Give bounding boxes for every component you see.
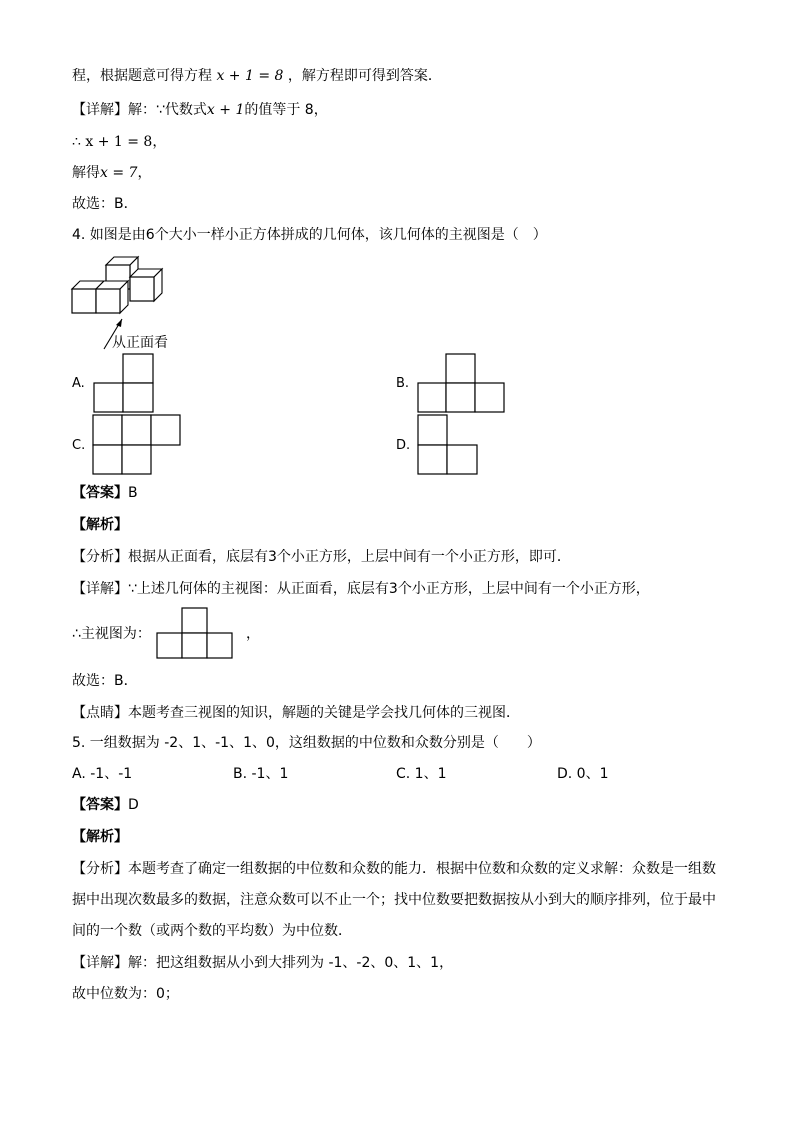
solution-line-4 (72, 164, 151, 182)
option-a-figure (93, 353, 155, 413)
text: ， (137, 165, 152, 181)
q4-xiangjie: 【详解】∵上述几何体的主视图：从正面看，底层有3个小正方形，上层中间有一个小正方形， (72, 581, 650, 597)
main-view-figure (156, 607, 236, 659)
question-5: 5. 一组数据为 -2、1、-1、1、0，这组数据的中位数和众数分别是（ ） (72, 735, 541, 751)
q5-option-c: C. 1、1 (396, 766, 447, 782)
q4-analysis-tag: 【解析】 (72, 517, 128, 533)
q5-median: 故中位数为：0； (72, 986, 179, 1002)
text: 解：∵代数式 (128, 102, 207, 118)
option-c-figure (92, 414, 184, 476)
text: 解得 (72, 165, 100, 181)
q4-answer: 【答案】B (72, 485, 138, 501)
question-4: 4. 如图是由6个大小一样小正方体拼成的几何体，该几何体的主视图是（ ） (72, 227, 547, 243)
equation: x + 1 = 8 (216, 68, 284, 84)
expression: x = 7 (100, 165, 138, 181)
q4-dianjing: 【点睛】本题考查三视图的知识，解题的关键是学会找几何体的三视图． (72, 705, 520, 721)
q4-main-view-line: ∴主视图为： (72, 626, 151, 642)
q4-fenxi: 【分析】根据从正面看，底层有3个小正方形，上层中间有一个小正方形，即可． (72, 549, 571, 565)
view-direction-label: 从正面看 (112, 335, 168, 351)
detail-tag: 【详解】 (72, 102, 128, 118)
option-d-figure (417, 414, 481, 476)
text: 的值等于 8， (244, 102, 328, 118)
cube-solid-figure (70, 249, 170, 349)
q5-fenxi-2: 据中出现次数最多的数据，注意众数可以不止一个；找中位数要把数据按从小到大的顺序排列，位于最中 (72, 892, 716, 908)
q5-fenxi-3: 间的一个数（或两个数的平均数）为中位数． (72, 923, 352, 939)
option-b-figure (417, 353, 507, 413)
q5-analysis-tag: 【解析】 (72, 829, 128, 845)
option-a-label: A. (72, 376, 85, 391)
option-c-label: C. (72, 438, 86, 453)
q4-choose: 故选：B． (72, 673, 138, 689)
solution-line-3: ∴ x + 1 = 8， (72, 134, 167, 150)
q5-fenxi-1: 【分析】本题考查了确定一组数据的中位数和众数的能力．根据中位数和众数的定义求解：众数是一组数 (72, 861, 716, 877)
q5-answer: 【答案】D (72, 797, 139, 813)
main-view-comma: ， (246, 626, 260, 642)
q5-xiangjie: 【详解】解：把这组数据从小到大排列为 -1、-2、0、1、1， (72, 955, 454, 971)
q5-option-d: D. 0、1 (557, 766, 609, 782)
solution-line-2 (72, 101, 328, 119)
text: 程，根据题意可得方程 (72, 68, 212, 84)
option-b-label: B. (396, 376, 410, 391)
solution-line-5: 故选：B． (72, 196, 138, 212)
q5-option-b: B. -1、1 (233, 766, 289, 782)
expression: x + 1 (206, 102, 245, 118)
solution-line-1 (72, 67, 442, 85)
q5-option-a: A. -1、-1 (72, 766, 133, 782)
text: ，解方程即可得到答案． (287, 68, 442, 84)
option-d-label: D. (396, 438, 411, 453)
